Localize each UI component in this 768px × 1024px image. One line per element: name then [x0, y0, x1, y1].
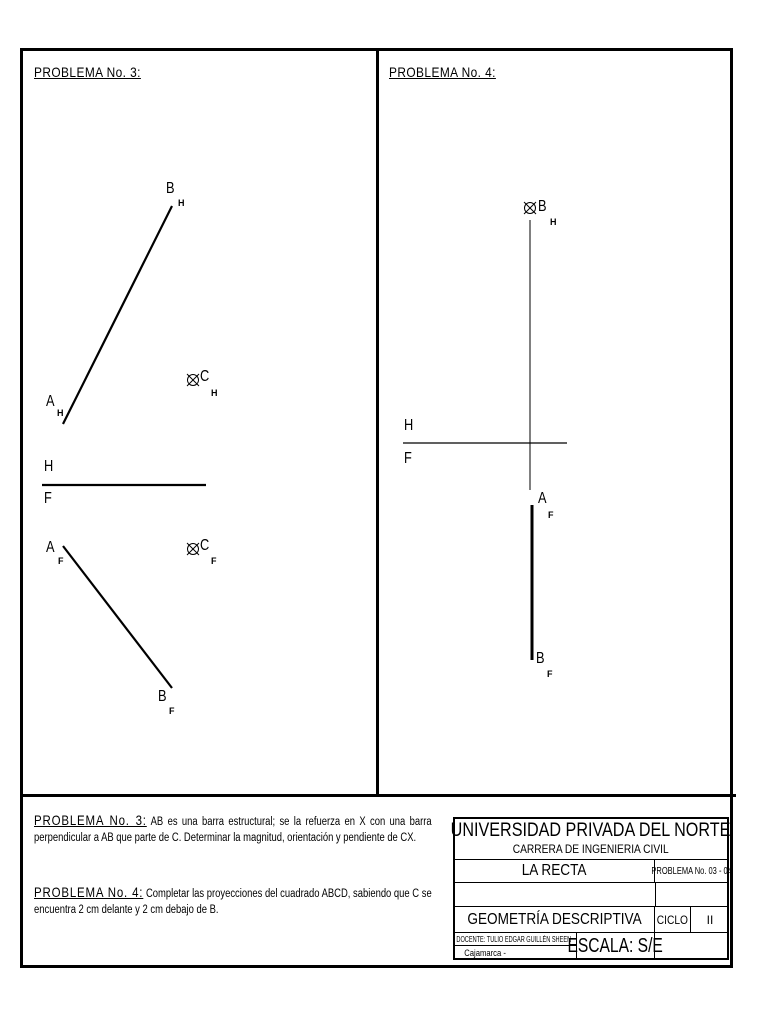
- scale-label: ESCALA: S/E: [577, 933, 655, 960]
- university-name: UNIVERSIDAD PRIVADA DEL NORTE: [451, 820, 731, 841]
- point-ch-marker: [187, 374, 199, 386]
- label-cf-p3: C: [200, 537, 210, 554]
- label-af-p4: A: [538, 490, 547, 507]
- problem-4-statement: [34, 884, 432, 918]
- label-ah-p3: A: [46, 393, 55, 410]
- point-bh-marker-p4: [524, 202, 536, 214]
- label-bf-p4: B: [536, 650, 545, 667]
- cycle-label: CICLO: [655, 907, 691, 932]
- label-bh-sub-p4: H: [550, 217, 557, 227]
- label-af-p3: A: [46, 539, 55, 556]
- problem-4-statement-heading: PROBLEMA No. 4:: [34, 884, 144, 900]
- title-block-topic-row: [455, 860, 733, 883]
- label-af-sub-p3: F: [58, 556, 64, 566]
- problem-3-title: PROBLEMA No. 3:: [34, 64, 141, 80]
- problem-3-statement-heading: PROBLEMA No. 3:: [34, 812, 147, 828]
- label-ch-sub-p3: H: [211, 388, 218, 398]
- label-bf-sub-p3: F: [169, 706, 175, 716]
- label-bh-sub-p3: H: [178, 198, 185, 208]
- label-bh-p3: B: [166, 180, 175, 197]
- line-ab-frontal-view: [63, 546, 172, 688]
- career-name: CARRERA DE INGENIERIA CIVIL: [513, 842, 669, 856]
- label-bf-p3: B: [158, 688, 167, 705]
- label-af-sub-p4: F: [548, 510, 554, 520]
- label-h-p4: H: [404, 417, 414, 434]
- cycle-value: II: [706, 912, 714, 927]
- topic-title: LA RECTA: [455, 860, 655, 882]
- problem-4-title: PROBLEMA No. 4:: [389, 64, 496, 80]
- label-f-p3: F: [44, 490, 52, 507]
- problem-3-statement: [34, 812, 432, 846]
- label-bf-sub-p4: F: [547, 669, 553, 679]
- problem-number: PROBLEMA No. 03 - 04: [651, 865, 733, 877]
- title-block-empty-divider: [655, 883, 656, 906]
- city-name: Cajamarca -: [455, 946, 577, 960]
- title-block-header-row: [451, 819, 731, 860]
- label-ah-sub-p3: H: [57, 408, 64, 418]
- label-bh-p4: B: [538, 198, 547, 215]
- problem-4-statement-text: Completar las proyecciones del cuadrado ABCD, sabiendo que C se encuentra 2 cm delante y 2 cm debajo de B.: [34, 888, 432, 916]
- course-name: GEOMETRÍA DESCRIPTIVA: [455, 907, 655, 932]
- line-ab-horizontal-view: [63, 206, 172, 424]
- title-block-empty-row: [455, 883, 727, 907]
- label-ch-p3: C: [200, 368, 210, 385]
- title-block-course-row: [455, 907, 727, 933]
- problem-3-statement-text: AB es una barra estructural; se la refuerza en X con una barra perpendicular a AB que parte de C. Determinar la magnitud, orientación y pendiente de CX.: [34, 816, 432, 844]
- teacher-name: DOCENTE: TULIO EDGAR GUILLÉN SHEEN: [455, 933, 577, 946]
- point-cf-marker: [187, 543, 199, 555]
- label-f-p4: F: [404, 450, 412, 467]
- label-cf-sub-p3: F: [211, 556, 217, 566]
- title-block: [451, 817, 733, 960]
- title-block-footer-row: [455, 933, 727, 960]
- label-h-p3: H: [44, 458, 54, 475]
